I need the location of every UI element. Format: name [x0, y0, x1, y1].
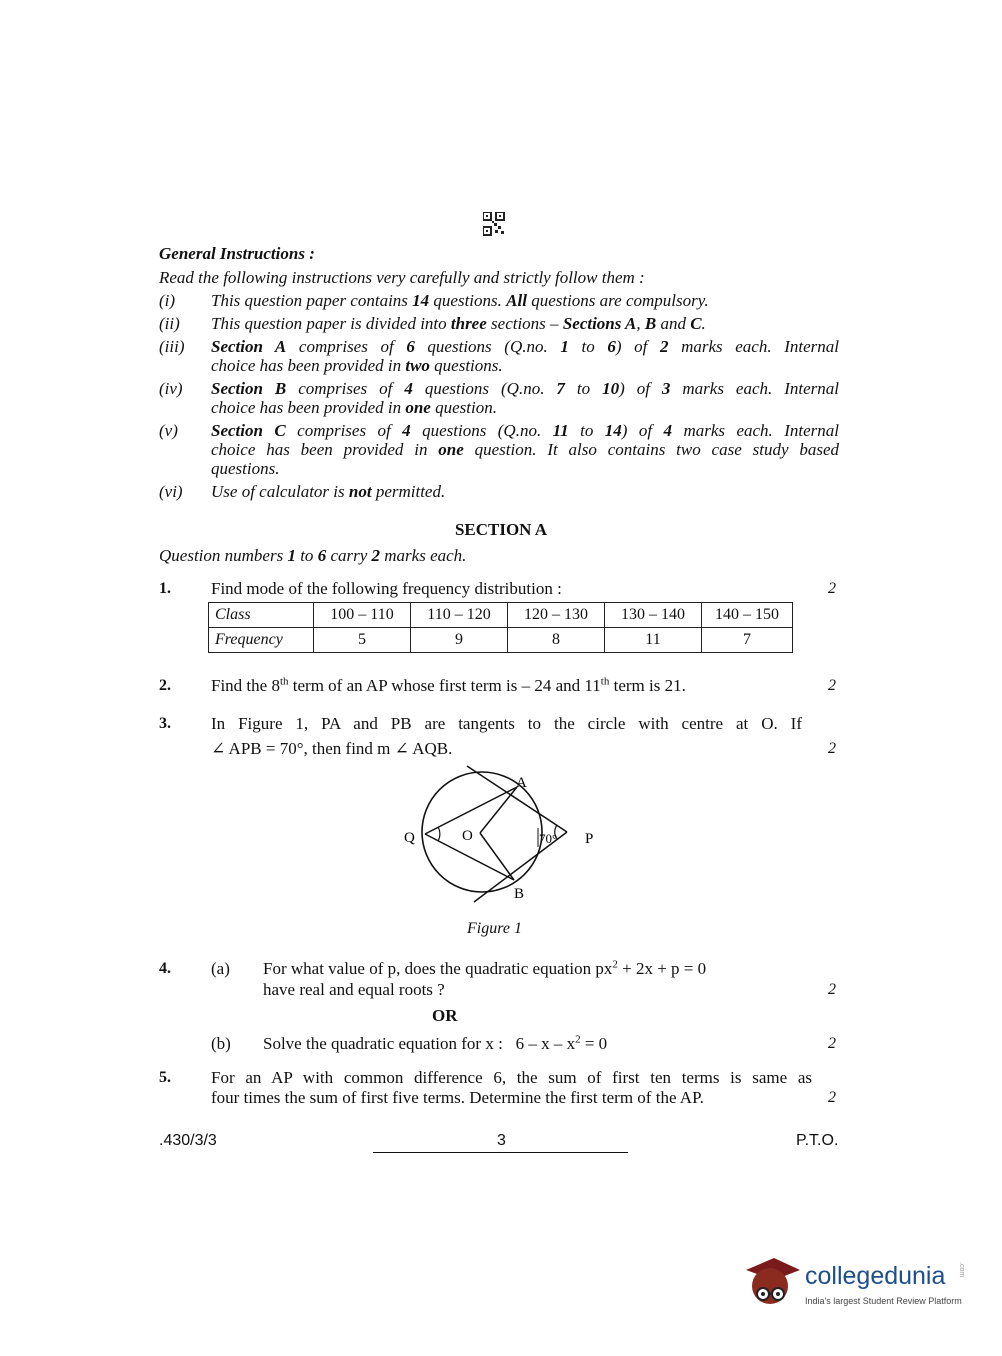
q4b-label: (b) [211, 1034, 231, 1053]
question-number: 1. [159, 580, 171, 597]
table-cell: 8 [508, 628, 605, 653]
pto-label: P.T.O. [796, 1132, 839, 1149]
q3-line1: In Figure 1, PA and PB are tangents to the circle with centre at O. If [211, 714, 802, 733]
q5-line1: For an AP with common difference 6, the sum of first ten terms is same as [211, 1068, 812, 1087]
table-cell: 110 – 120 [411, 603, 508, 628]
question-number: 5. [159, 1069, 171, 1086]
q4a-line2: have real and equal roots ? [263, 980, 445, 999]
footer-rule [373, 1152, 628, 1153]
q1-text: Find mode of the following frequency distribution : [211, 579, 562, 598]
label-a: A [516, 775, 527, 791]
table-cell: 9 [411, 628, 508, 653]
brand-tagline: India's largest Student Review Platform [805, 1296, 962, 1306]
table-row [209, 603, 793, 628]
page-number: 3 [497, 1132, 506, 1149]
table-row [209, 628, 793, 653]
instruction-number: (iv) [159, 379, 183, 398]
table-row-label: Frequency [209, 628, 314, 653]
q4a-label: (a) [211, 959, 230, 978]
q3-line2: ∠ APB = 70°, then find m ∠ AQB. [211, 739, 453, 758]
q5-marks: 2 [828, 1089, 836, 1106]
table-cell: 100 – 110 [314, 603, 411, 628]
q4a-line1: For what value of p, does the quadratic equation $px^2 + 2x + p = 0$ [263, 958, 707, 978]
instruction-number: (iii) [159, 337, 185, 356]
label-o: O [462, 828, 473, 844]
instruction-iv-line2: choice has been provided in one question. [211, 398, 497, 417]
q4b-marks: 2 [828, 1035, 836, 1052]
table-row-label: Class [209, 603, 314, 628]
q2-marks: 2 [828, 677, 836, 694]
section-a-note: Question numbers 1 to 6 carry 2 marks each. [159, 546, 467, 565]
label-q: Q [404, 830, 415, 846]
collegedunia-mascot-icon [742, 1252, 802, 1312]
table-cell: 5 [314, 628, 411, 653]
or-divider: OR [432, 1006, 458, 1025]
q5-line2: four times the sum of first five terms. Determine the first term of the AP. [211, 1088, 704, 1107]
table-cell: 11 [605, 628, 702, 653]
instruction-vi: Use of calculator is not permitted. [211, 482, 446, 501]
frequency-table [208, 602, 793, 653]
general-instructions-heading: General Instructions : [159, 244, 315, 263]
figure-caption: Figure 1 [467, 920, 522, 937]
label-p: P [585, 831, 594, 847]
instruction-iii-line2: choice has been provided in two questions. [211, 356, 503, 375]
question-number: 3. [159, 715, 171, 732]
instruction-v-line3: questions. [211, 459, 280, 478]
table-cell: 7 [702, 628, 793, 653]
question-number: 4. [159, 960, 171, 977]
brand-name: collegedunia [805, 1262, 946, 1290]
question-number: 2. [159, 677, 171, 694]
instruction-iv-line1: Section B comprises of 4 questions (Q.no. 7 to 10) of 3 marks each. Internal [211, 379, 839, 398]
label-b: B [514, 886, 525, 902]
paper-code: .430/3/3 [159, 1132, 217, 1149]
instruction-number: (i) [159, 291, 176, 310]
instruction-v-line2: choice has been provided in one question. It also contains two case study based [211, 440, 839, 459]
table-cell: 130 – 140 [605, 603, 702, 628]
section-a-title: SECTION A [454, 520, 548, 539]
figure-1-tangents-diagram [390, 760, 610, 905]
instruction-ii: This question paper is divided into three sections – Sections A, B and C. [211, 314, 706, 333]
instructions-intro: Read the following instructions very carefully and strictly follow them : [159, 268, 645, 287]
table-cell: 140 – 150 [702, 603, 793, 628]
instruction-number: (ii) [159, 314, 180, 333]
instruction-i: This question paper contains 14 questions. All questions are compulsory. [211, 291, 709, 310]
instruction-number: (v) [159, 421, 178, 440]
q3-marks: 2 [828, 740, 836, 757]
q1-marks: 2 [828, 580, 836, 597]
angle-label: 70° [539, 831, 558, 846]
qr-code-icon [483, 212, 505, 236]
instruction-number: (vi) [159, 482, 183, 501]
brand-suffix: .com [958, 1262, 965, 1278]
q2-text: Find the 8th term of an AP whose first term is – 24 and 11th term is 21. [211, 675, 686, 695]
instruction-v-line1: Section C comprises of 4 questions (Q.no. 11 to 14) of 4 marks each. Internal [211, 421, 839, 440]
q4a-marks: 2 [828, 981, 836, 998]
q4b-text: Solve the quadratic equation for x : $6 - x - x^2 = 0$ [263, 1033, 608, 1053]
instruction-iii-line1: Section A comprises of 6 questions (Q.no. 1 to 6) of 2 marks each. Internal [211, 337, 839, 356]
table-cell: 120 – 130 [508, 603, 605, 628]
